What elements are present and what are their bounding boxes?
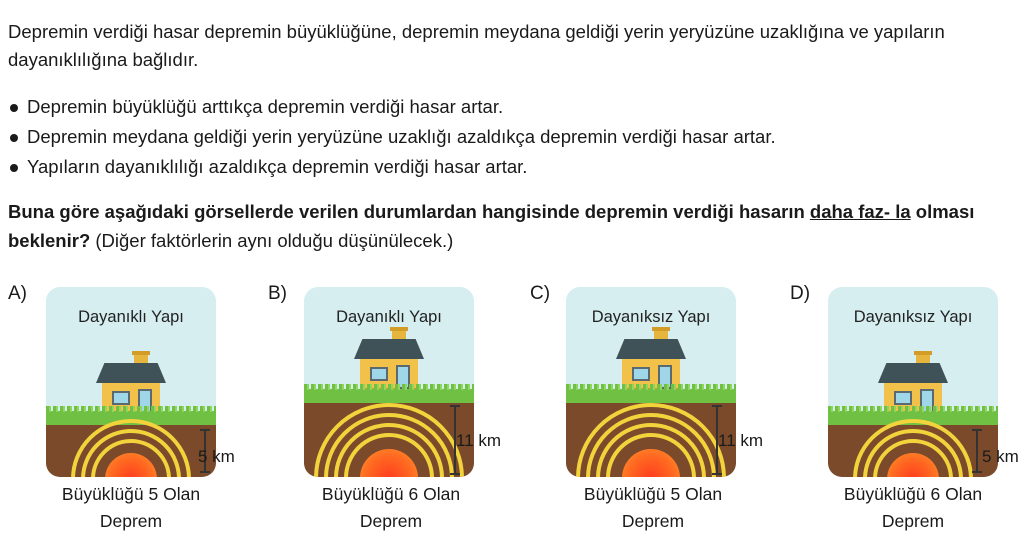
earthquake-waves-icon: [853, 419, 973, 477]
bullet-item: [8, 92, 1023, 122]
structure-label: Dayanıklı Yapı: [336, 308, 442, 326]
ground: [46, 425, 216, 477]
structure-label: Dayanıksız Yapı: [853, 308, 973, 326]
caption-line: Deprem: [99, 511, 163, 531]
caption: [790, 481, 1028, 535]
option-d[interactable]: [790, 283, 1028, 543]
grass: [304, 389, 474, 403]
depth-label: 5 km: [198, 447, 235, 466]
earthquake-waves-icon: [576, 403, 726, 477]
bullet-text: Depremin büyüklüğü arttıkça depremin verdiği hasar artar.: [27, 96, 504, 117]
question-bold: Buna göre aşağıdaki görsellerde verilen durumlardan hangisinde depremin verdiği hasarın: [8, 201, 810, 222]
earthquake-waves-icon: [71, 419, 191, 477]
house-icon: [616, 329, 686, 391]
question-note: (Diğer faktörlerin aynı olduğu düşünülecek.): [90, 230, 454, 251]
bullet-item: [8, 152, 1023, 182]
grass: [566, 389, 736, 403]
caption-line: Büyüklüğü 6 Olan: [321, 484, 461, 504]
caption-line: Büyüklüğü 5 Olan: [583, 484, 723, 504]
depth-label: 11 km: [456, 431, 502, 450]
depth-label: 11 km: [718, 431, 764, 450]
caption: [8, 481, 254, 535]
caption-line: Deprem: [881, 511, 945, 531]
bullet-dot-icon: [10, 164, 18, 172]
question-underlined: daha faz- la: [809, 201, 911, 222]
intro-paragraph: Depremin verdiği hasar depremin büyüklüğüne, depremin meydana geldiği yerin yeryüzüne uzaklığına ve yapıların dayanıklılığına bağlıdır.: [8, 21, 945, 70]
option-b[interactable]: [268, 283, 518, 543]
question-bold-end: olması beklenir?: [8, 201, 975, 251]
earthquake-waves-icon: [314, 403, 464, 477]
option-letter: B): [268, 283, 287, 304]
question-text: [8, 197, 1023, 255]
bullet-item: [8, 122, 1023, 152]
structure-label: Dayanıksız Yapı: [591, 308, 711, 326]
caption-line: Deprem: [621, 511, 685, 531]
option-letter: C): [530, 283, 551, 304]
depth-label: 5 km: [982, 447, 1019, 466]
caption-line: Büyüklüğü 5 Olan: [61, 484, 201, 504]
option-letter: D): [790, 283, 811, 304]
bullet-list: [8, 92, 1023, 182]
scene-card: [46, 287, 216, 477]
bullet-text: Depremin meydana geldiği yerin yeryüzüne uzaklığı azaldıkça depremin verdiği hasar artar.: [27, 126, 776, 147]
caption: [268, 481, 514, 535]
option-c[interactable]: [530, 283, 780, 543]
option-a[interactable]: [8, 283, 258, 543]
structure-label: Dayanıklı Yapı: [78, 308, 184, 326]
option-letter: A): [8, 283, 27, 304]
bullet-text: Yapıların dayanıklılığı azaldıkça depremin verdiği hasar artar.: [27, 156, 528, 177]
caption-line: Deprem: [359, 511, 423, 531]
bullet-dot-icon: [10, 104, 18, 112]
bullet-dot-icon: [10, 134, 18, 142]
caption-line: Büyüklüğü 6 Olan: [843, 484, 983, 504]
house-icon: [354, 329, 424, 391]
caption: [530, 481, 776, 535]
